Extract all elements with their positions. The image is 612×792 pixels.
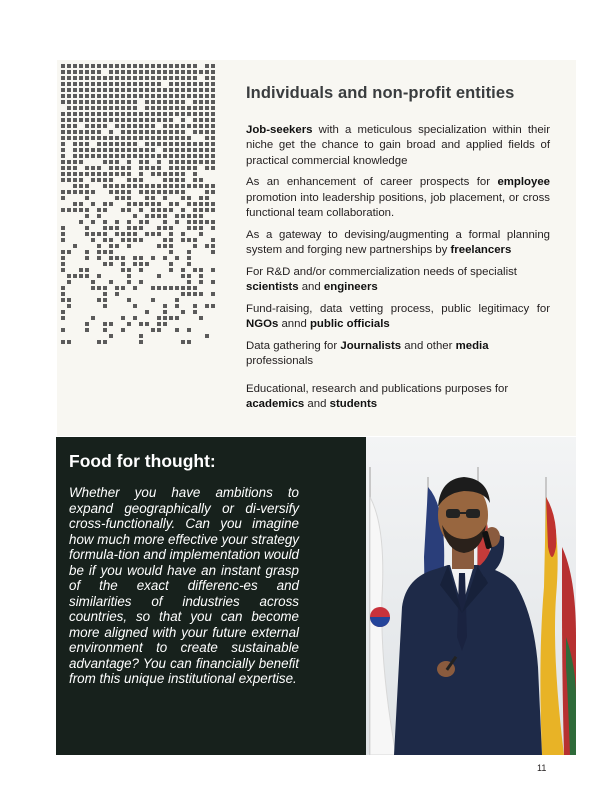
intro-item-employee: As an enhancement of career prospects for employee promotion into leadership positions, job placement, or cross functional team collaboration. — [246, 176, 550, 219]
businessman-photo — [366, 437, 576, 755]
intro-section — [246, 84, 550, 419]
intro-item-scientists: For R&D and/or commercialization needs of specialist scientists and engineers — [246, 265, 517, 294]
food-for-thought-body: Whether you have ambitions to expand geographically or di-versify cross-functionally. Can you imagine how much more effective your strategy formula-tion and implementation would be if you would have an instant grasp of the exact differenc-es and similarities of industries across countries, so that you can become more aligned with your future external environment to create sustainable advantage? You can financially benefit from this unique institutional expertise. — [69, 485, 299, 686]
intro-item-journalists: Data gathering for Journalists and other media professionals — [246, 340, 489, 368]
page-number: 11 — [537, 763, 547, 773]
food-for-thought-box — [56, 437, 366, 755]
food-for-thought-title: Food for thought: — [69, 451, 216, 471]
intro-item-job-seekers: Job-seekers with a meticulous specialization within their niche get the chance to gain broad and applied fields of practical commercial knowledge — [246, 124, 550, 167]
businessman-illustration — [366, 437, 576, 755]
intro-item-academics: Educational, research and publications purposes for academics and students — [246, 382, 509, 410]
intro-item-ngos: Fund-raising, data vetting process, public legitimacy for NGOs annd public officials — [246, 302, 550, 331]
intro-item-freelancers: As a gateway to devising/augmenting a formal planning system and forging new partnerships by freelancers — [246, 228, 550, 257]
dot-pattern-graphic — [61, 64, 217, 354]
intro-title: Individuals and non-profit entities — [246, 84, 515, 102]
